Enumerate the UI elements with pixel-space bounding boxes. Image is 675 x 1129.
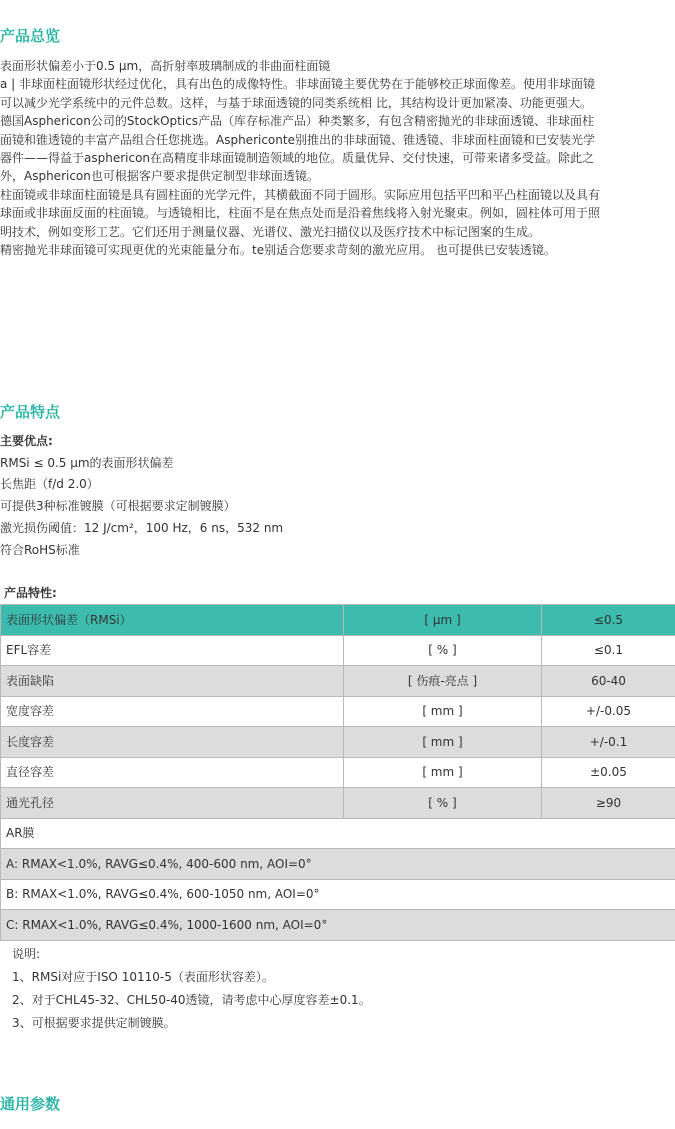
property-value: 60-40 [542, 666, 675, 697]
property-name: 宽度容差 [1, 696, 344, 727]
features-title: 产品特点 [0, 403, 61, 421]
property-unit: [ mm ] [344, 696, 542, 727]
table-row [1, 727, 675, 758]
overview-line: 可以减少光学系统中的元件总数。这样，与基于球面透镜的同类系统相 比，其结构设计更加紧凑、功能更强大。 [0, 95, 592, 110]
property-unit: [ % ] [344, 635, 542, 666]
property-unit: [ mm ] [344, 727, 542, 758]
overview-line: 球面或非球面反面的柱面镜。与透镜相比，柱面不是在焦点处而是沿着焦线将入射光聚束。例如，圆柱体可用于照 [0, 206, 601, 221]
overview-line: 精密抛光非球面镜可实现更优的光束能量分布。te别适合您要求苛刻的激光应用。 也可提供已安装透镜。 [0, 243, 556, 258]
property-value: ≤0.1 [542, 635, 675, 666]
table-row [1, 635, 675, 666]
overview-line: 表面形状偏差小于0.5 µm，高折射率玻璃制成的非曲面柱面镜 [0, 59, 331, 73]
overview-line: 德国Asphericon公司的StockOptics产品（库存标准产品）种类繁多，有包含精密抛光的非球面透镜、非球面柱 [0, 114, 595, 129]
property-unit: [ mm ] [344, 757, 542, 788]
feature-item: 长焦距（f/d 2.0） [0, 477, 99, 492]
property-value: ±0.05 [542, 757, 675, 788]
overview-line: 明技术，例如变形工艺。它们还用于测量仪器、光谱仪、激光扫描仪以及医疗技术中标记图案的生成。 [0, 224, 541, 239]
property-name: 直径容差 [1, 757, 344, 788]
property-name: 长度容差 [1, 727, 344, 758]
property-unit: [ µm ] [344, 605, 542, 636]
feature-item: 符合RoHS标准 [0, 542, 80, 557]
coating-row: AR膜 [1, 818, 675, 849]
overview-line: 面镜和锥透镜的丰富产品组合任您挑选。Asphericonte别推出的非球面镜、锥透镜、非球面柱面镜和已安装光学 [0, 132, 595, 147]
feature-item: 激光损伤阈值：12 J/cm²，100 Hz，6 ns，532 nm [0, 520, 284, 535]
property-name: EFL容差 [1, 635, 344, 666]
table-row [1, 605, 675, 636]
feature-item: RMSi ≤ 0.5 µm的表面形状偏差 [0, 455, 174, 470]
property-name: 表面形状偏差（RMSi） [1, 605, 344, 636]
table-row [1, 666, 675, 697]
property-value: +/-0.1 [542, 727, 675, 758]
note-item: 1、RMSi对应于ISO 10110-5（表面形状容差）。 [12, 970, 274, 984]
overview-line: 器件——得益于asphericon在高精度非球面镜制造领域的地位。质量优异、交付快速，可带来诸多受益。除此之 [0, 151, 595, 166]
features-list [0, 431, 283, 561]
overview-line: 柱面镜或非球面柱面镜是具有圆柱面的光学元件，其横截面不同于圆形。实际应用包括平凹和平凸柱面镜以及具有 [0, 187, 601, 202]
advantages-label: 主要优点: [0, 434, 53, 448]
table-row [1, 788, 675, 819]
notes-title: 说明: [12, 947, 41, 961]
table-row [1, 910, 675, 941]
note-item: 3、可根据要求提供定制镀膜。 [12, 1016, 176, 1030]
table-row [1, 757, 675, 788]
overview-title: 产品总览 [0, 27, 61, 45]
overview-line: a | 非球面柱面镜形状经过优化，具有出色的成像特性。非球面镜主要优势在于能够校正球面像差。使用非球面镜 [0, 77, 596, 92]
property-name: 通光孔径 [1, 788, 344, 819]
table-row [1, 818, 675, 849]
overview-text [0, 57, 675, 259]
property-unit: [ % ] [344, 788, 542, 819]
table-row [1, 849, 675, 880]
property-value: ≤0.5 [542, 605, 675, 636]
table-row [1, 879, 675, 910]
feature-item: 可提供3种标准镀膜（可根据要求定制镀膜） [0, 499, 236, 514]
coating-row: B: RMAX<1.0%, RAVG≤0.4%, 600-1050 nm, AOI=0° [1, 879, 675, 910]
properties-label: 产品特性: [4, 586, 57, 600]
property-value: +/-0.05 [542, 696, 675, 727]
coating-row: C: RMAX<1.0%, RAVG≤0.4%, 1000-1600 nm, AOI=0° [1, 910, 675, 941]
property-unit: [ 伤痕-亮点 ] [344, 666, 542, 697]
notes [12, 943, 371, 1035]
coating-row: A: RMAX<1.0%, RAVG≤0.4%, 400-600 nm, AOI=0° [1, 849, 675, 880]
general-params-title: 通用参数 [0, 1095, 61, 1113]
properties-table [0, 604, 675, 941]
table-row [1, 696, 675, 727]
property-name: 表面缺陷 [1, 666, 344, 697]
property-value: ≥90 [542, 788, 675, 819]
note-item: 2、对于CHL45-32、CHL50-40透镜，请考虑中心厚度容差±0.1。 [12, 993, 371, 1007]
overview-line: 外，Asphericon也可根据客户要求提供定制型非球面透镜。 [0, 169, 319, 184]
